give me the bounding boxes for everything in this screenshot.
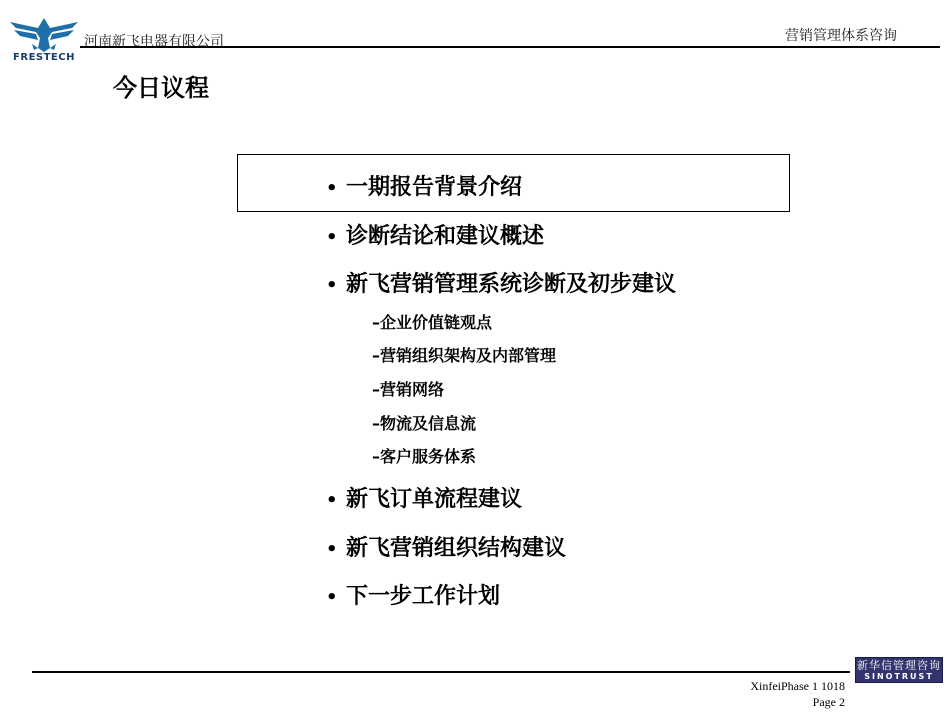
page-title: 今日议程 (113, 74, 209, 102)
agenda-item (326, 485, 522, 516)
agenda-item-label: 新飞营销组织结构建议 (346, 536, 567, 561)
agenda-item-label: 下一步工作计划 (346, 584, 501, 609)
agenda-item-label: 一期报告背景介绍 (346, 175, 523, 200)
bullet-icon: • (326, 490, 338, 511)
agenda-item (326, 534, 566, 565)
agenda-item (326, 222, 544, 253)
agenda-item-label: 新飞营销管理系统诊断及初步建议 (346, 272, 677, 297)
sinotrust-logo (855, 657, 943, 683)
agenda-subitem: –企业价值链观点 (372, 313, 493, 332)
agenda-item (326, 270, 676, 301)
bullet-icon: • (326, 539, 338, 560)
brand-english: SINOTRUST (864, 672, 934, 681)
bullet-icon: • (326, 275, 338, 296)
bullet-icon: • (326, 587, 338, 608)
bullet-icon: • (326, 178, 338, 199)
header-divider (80, 46, 940, 48)
agenda-subitem: –营销组织架构及内部管理 (372, 346, 557, 365)
consulting-title: 营销管理体系咨询 (785, 28, 897, 44)
agenda-item-label: 新飞订单流程建议 (346, 487, 523, 512)
document-reference: XinfeiPhase 1 1018 (750, 679, 845, 693)
footer-divider (32, 671, 850, 673)
logo-text: FRESTECH (13, 52, 75, 63)
bullet-icon: • (326, 227, 338, 248)
agenda-item-label: 诊断结论和建议概述 (346, 224, 545, 249)
agenda-subitem: –客户服务体系 (372, 447, 477, 466)
agenda-item (326, 173, 522, 204)
frestech-logo (8, 14, 80, 66)
agenda-subitem: –营销网络 (372, 380, 445, 399)
company-name: 河南新飞电器有限公司 (84, 34, 224, 50)
agenda-item (326, 582, 500, 613)
agenda-subitem: –物流及信息流 (372, 414, 477, 433)
page-number: Page 2 (812, 695, 845, 709)
brand-chinese: 新华信管理咨询 (857, 659, 941, 672)
